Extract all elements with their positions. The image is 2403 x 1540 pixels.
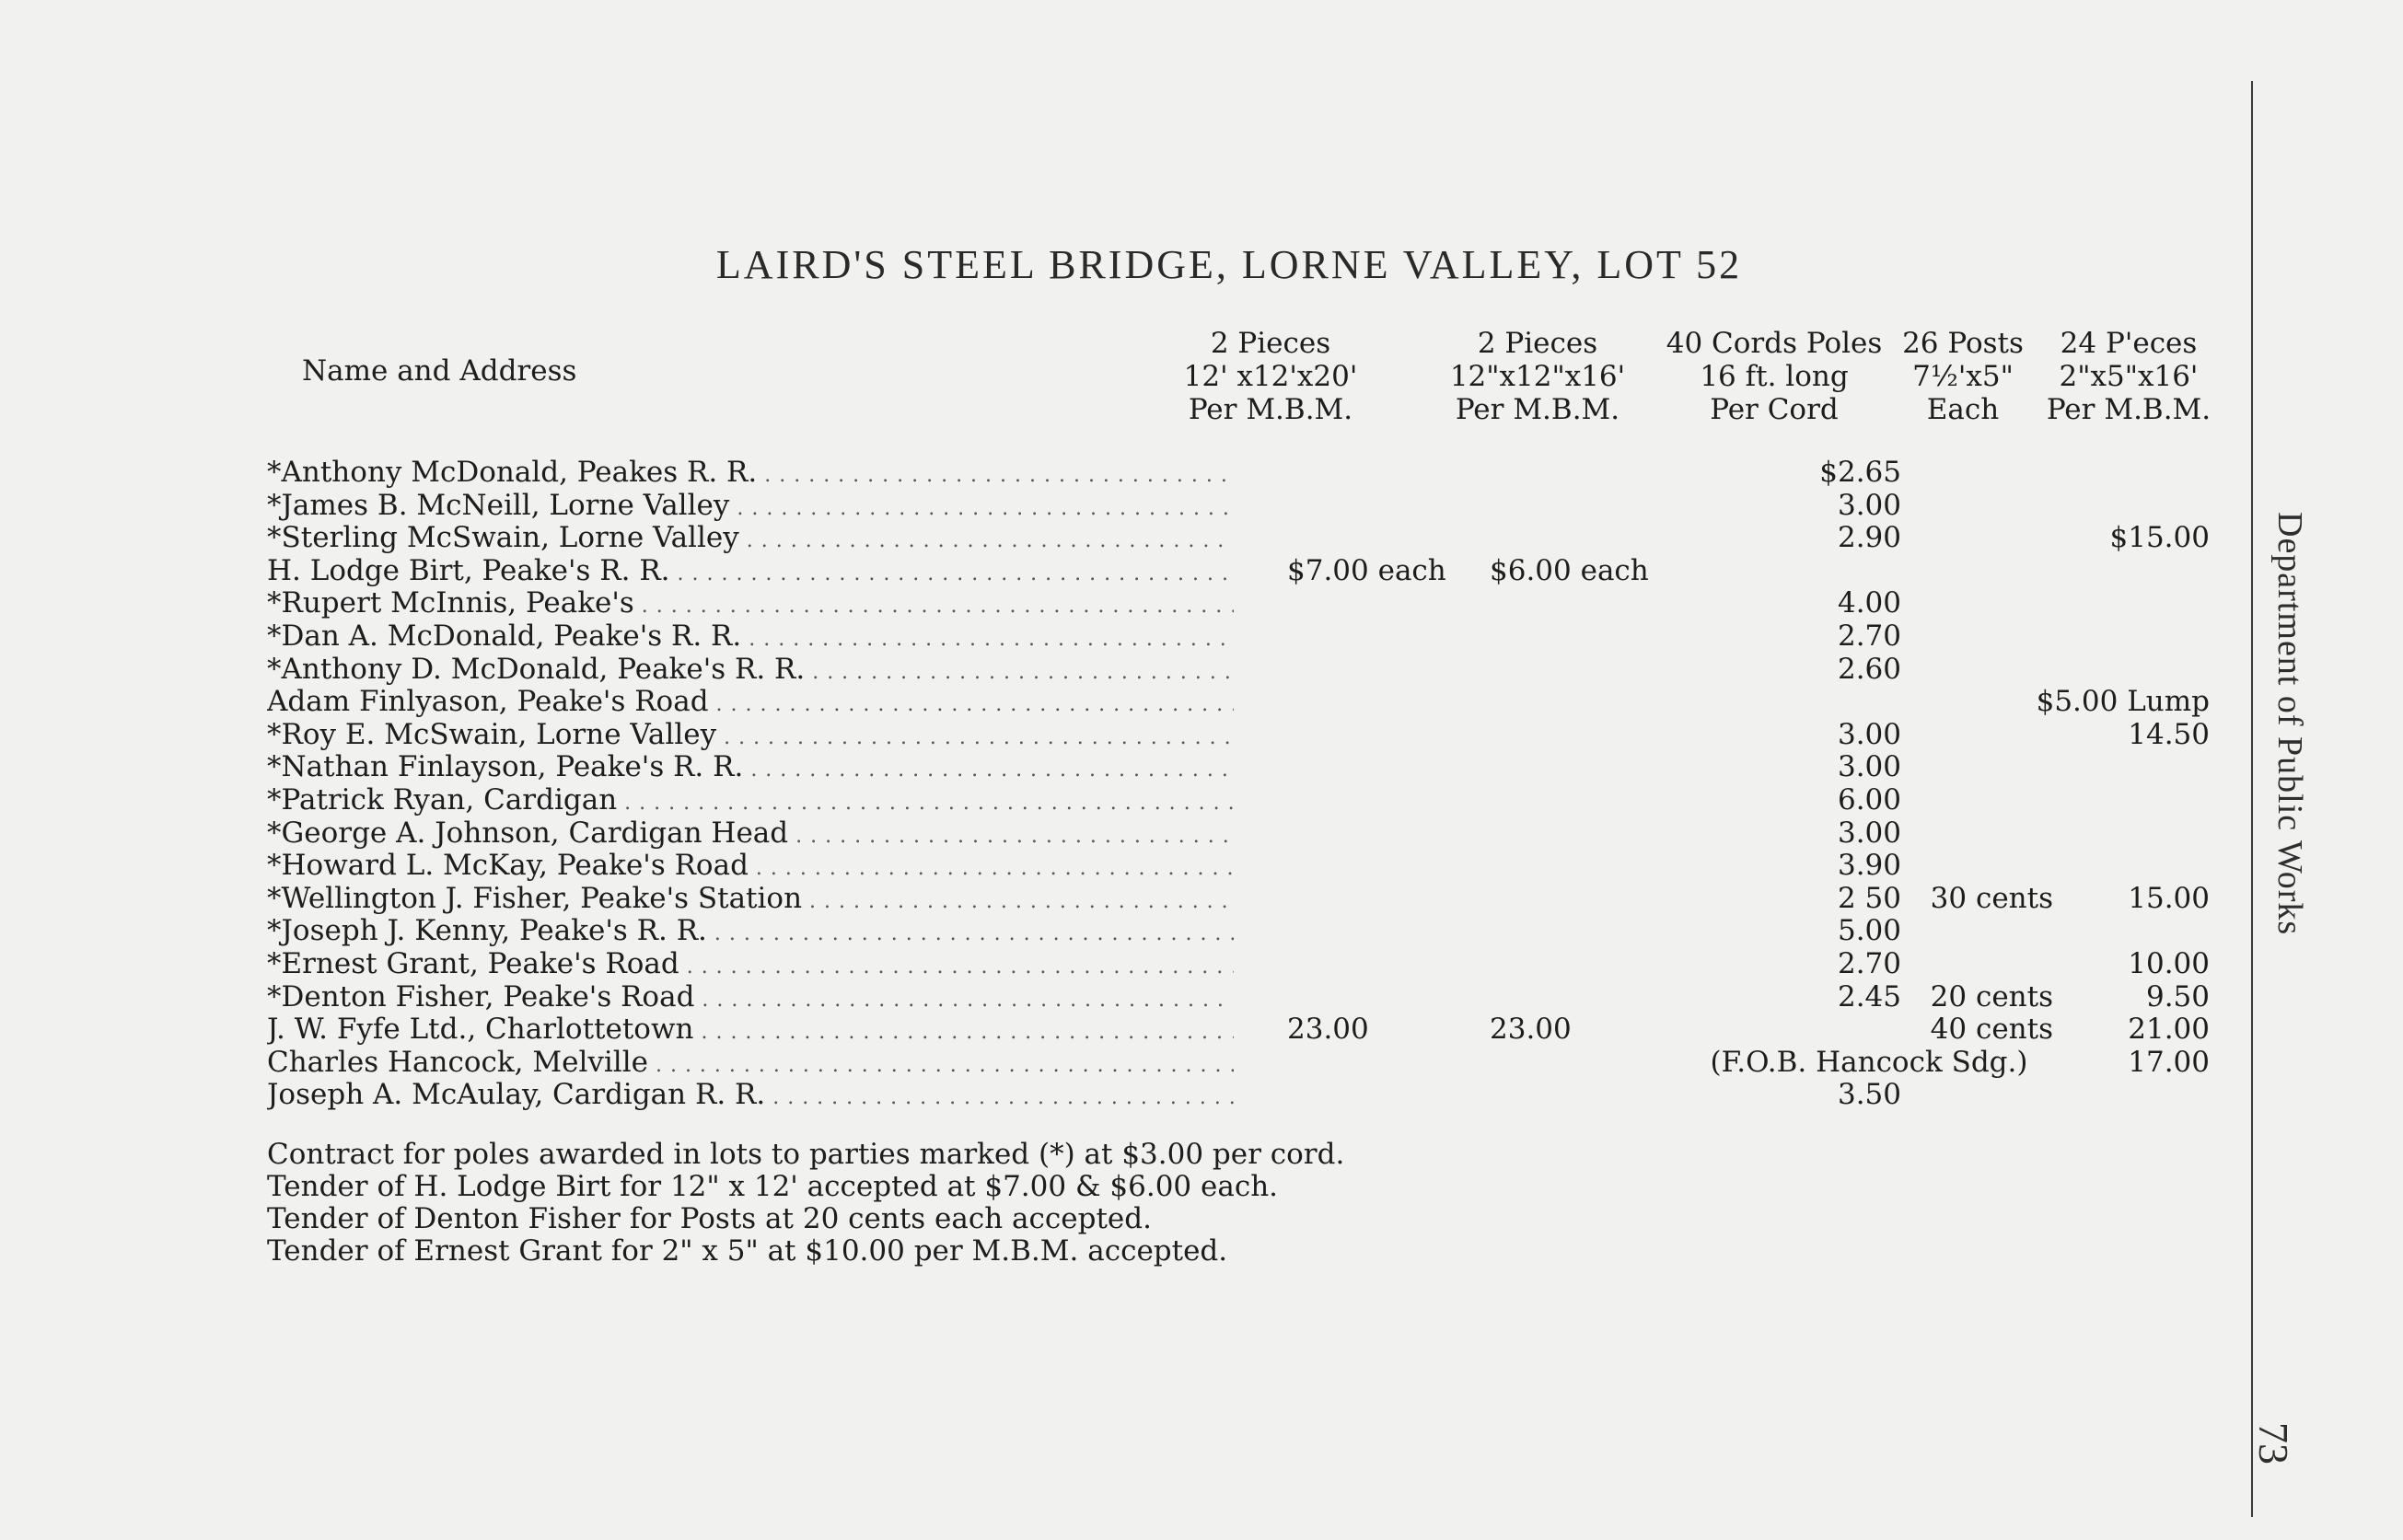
table-row	[267, 586, 2228, 619]
row-value-c4: 20 cents	[1930, 980, 2053, 1013]
table-row	[267, 1078, 2228, 1111]
note-line: Contract for poles awarded in lots to parties marked (*) at $3.00 per cord.	[267, 1138, 1345, 1171]
row-value-c4: 40 cents	[1930, 1013, 2053, 1046]
table-row	[267, 914, 2228, 947]
row-value-c3: 2 50	[1837, 882, 1901, 915]
row-name-address: *Denton Fisher, Peake's Road . . .	[267, 980, 1234, 1013]
row-name-address: *George A. Johnson, Cardigan Head . . .	[267, 816, 1234, 850]
row-value-c4: 30 cents	[1930, 882, 2053, 915]
row-value-c5: 10.00	[2128, 947, 2210, 980]
row-name-address: *Dan A. McDonald, Peake's R. R. . . .	[267, 619, 1234, 653]
row-value-c5: 14.50	[2128, 718, 2210, 751]
row-name-address: *Anthony McDonald, Peakes R. R. . . .	[267, 456, 1234, 489]
row-name-address: *Joseph J. Kenny, Peake's R. R. . . .	[267, 914, 1234, 947]
row-name-address: *Nathan Finlayson, Peake's R. R. . . .	[267, 750, 1234, 783]
row-value-c3: 2.70	[1837, 619, 1901, 653]
row-value-c3: 2.70	[1837, 947, 1901, 980]
notes-section	[267, 1139, 1344, 1268]
page-title: LAIRD'S STEEL BRIDGE, LORNE VALLEY, LOT 52	[715, 242, 1743, 287]
table-row	[267, 1013, 2228, 1046]
row-value-c3: 2.90	[1837, 521, 1901, 554]
row-value-c3: 3.00	[1837, 489, 1901, 522]
row-name-address: Adam Finlyason, Peake's Road . . .	[267, 685, 1234, 718]
row-name-address: *Anthony D. McDonald, Peake's R. R. . . .	[267, 653, 1234, 686]
row-name-address: *James B. McNeill, Lorne Valley . . .	[267, 489, 1234, 522]
column-header-1: 2 Pieces 12' x12'x20' Per M.B.M.	[1183, 327, 1358, 426]
name-column-header: Name and Address	[302, 354, 577, 388]
row-value-c5: $5.00 Lump	[2036, 685, 2210, 718]
row-name-address: *Roy E. McSwain, Lorne Valley . . .	[267, 718, 1234, 751]
row-value-c1: 23.00	[1287, 1013, 1369, 1046]
row-name-address: Joseph A. McAulay, Cardigan R. R. . . .	[267, 1078, 1234, 1111]
row-name-address: *Rupert McInnis, Peake's . . .	[267, 586, 1234, 619]
row-name-address: *Ernest Grant, Peake's Road . . .	[267, 947, 1234, 980]
vertical-rule	[2251, 81, 2253, 1517]
row-name-address: *Patrick Ryan, Cardigan . . .	[267, 783, 1234, 816]
row-value-c5: 9.50	[2145, 980, 2210, 1013]
column-header-4: 26 Posts 7½'x5" Each	[1902, 327, 2024, 426]
column-header-3: 40 Cords Poles 16 ft. long Per Cord	[1666, 327, 1883, 426]
row-note: (F.O.B. Hancock Sdg.)	[1710, 1046, 2028, 1079]
table-row	[267, 554, 2228, 587]
row-value-c3: 6.00	[1837, 783, 1901, 816]
table-row	[267, 653, 2228, 686]
row-value-c3: $2.65	[1819, 456, 1901, 489]
row-value-c1: $7.00 each	[1287, 554, 1446, 587]
row-value-c3: 3.00	[1837, 816, 1901, 850]
note-line: Tender of Ernest Grant for 2" x 5" at $10.00 per M.B.M. accepted.	[267, 1234, 1228, 1268]
row-value-c5: 21.00	[2128, 1013, 2210, 1046]
table-row	[267, 1046, 2228, 1079]
column-header-5: 24 P'eces 2"x5"x16' Per M.B.M.	[2046, 327, 2211, 426]
row-name-address: H. Lodge Birt, Peake's R. R. . . .	[267, 554, 1234, 587]
row-name-address: *Wellington J. Fisher, Peake's Station . . .	[267, 882, 1234, 915]
row-value-c5: 17.00	[2128, 1046, 2210, 1079]
table-row	[267, 783, 2228, 816]
table-row	[267, 750, 2228, 783]
row-value-c3: 2.45	[1837, 980, 1901, 1013]
table-row	[267, 980, 2228, 1013]
row-value-c3: 5.00	[1837, 914, 1901, 947]
table-row	[267, 619, 2228, 653]
table-row	[267, 521, 2228, 554]
table-row	[267, 816, 2228, 850]
row-value-c5: 15.00	[2128, 882, 2210, 915]
row-value-c5: $15.00	[2109, 521, 2210, 554]
table-row	[267, 882, 2228, 915]
row-value-c3: 3.00	[1837, 718, 1901, 751]
table-row	[267, 849, 2228, 882]
row-value-c3: 3.90	[1837, 849, 1901, 882]
page-number: 73	[2250, 1422, 2297, 1465]
row-value-c3: 4.00	[1837, 586, 1901, 619]
note-line: Tender of Denton Fisher for Posts at 20 cents each accepted.	[267, 1202, 1152, 1235]
row-value-c3: 3.00	[1837, 750, 1901, 783]
table-row	[267, 685, 2228, 718]
note-line: Tender of H. Lodge Birt for 12" x 12' accepted at $7.00 & $6.00 each.	[267, 1170, 1279, 1203]
row-value-c2: $6.00 each	[1490, 554, 1649, 587]
row-value-c3: 2.60	[1837, 653, 1901, 686]
running-head: Department of Public Works	[2270, 512, 2309, 936]
row-name-address: Charles Hancock, Melville . . .	[267, 1046, 1234, 1079]
row-name-address: J. W. Fyfe Ltd., Charlottetown . . .	[267, 1013, 1234, 1046]
table-row	[267, 947, 2228, 980]
row-value-c3: 3.50	[1837, 1078, 1901, 1111]
row-value-c2: 23.00	[1490, 1013, 1572, 1046]
table-row	[267, 456, 2228, 489]
table-row	[267, 489, 2228, 522]
row-name-address: *Howard L. McKay, Peake's Road . . .	[267, 849, 1234, 882]
column-header-2: 2 Pieces 12"x12"x16' Per M.B.M.	[1449, 327, 1626, 426]
table-row	[267, 718, 2228, 751]
row-name-address: *Sterling McSwain, Lorne Valley . . .	[267, 521, 1234, 554]
